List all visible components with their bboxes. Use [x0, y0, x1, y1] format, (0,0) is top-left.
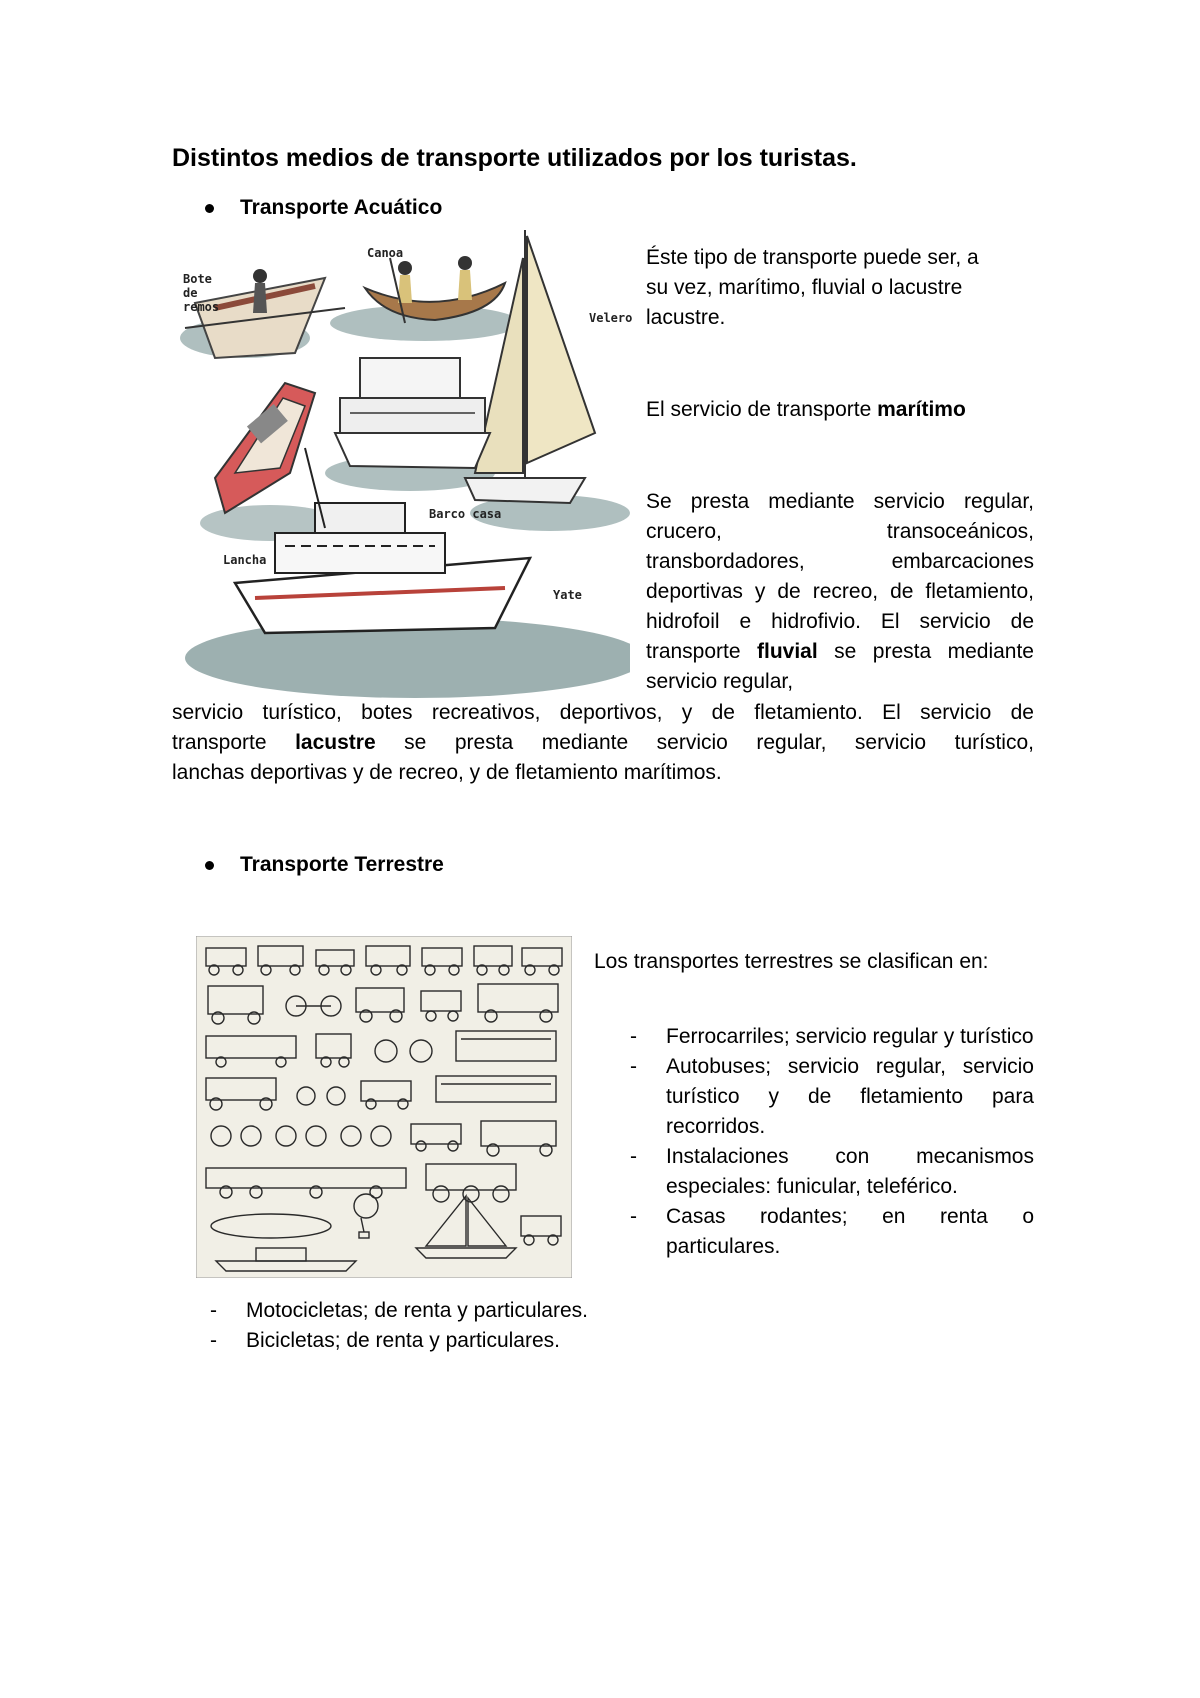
full-line: lanchas deportivas y de recreo, y de fletamiento marítimos. [172, 761, 722, 784]
intro-line: lacustre. [646, 306, 726, 329]
maritimo-bold: marítimo [877, 398, 966, 421]
list-item: - Instalaciones con mecanismos especiales: funicular, teleférico. [630, 1142, 1034, 1202]
servicio-end: se presta mediante servicio regular, [646, 640, 1034, 693]
section-heading-acuatico [205, 196, 442, 220]
list-item: - Ferrocarriles; servicio regular y turístico [630, 1022, 1034, 1052]
heading-text: Transporte Acuático [240, 196, 443, 219]
list-item: - Casas rodantes; en renta o particulares. [630, 1202, 1034, 1262]
servicio-paragraph [646, 487, 1034, 697]
boats-illustration [175, 228, 633, 698]
intro-line: Éste tipo de transporte puede ser, a [646, 246, 979, 269]
label-barco-casa: Barco casa [429, 507, 502, 521]
bullet-icon [205, 204, 214, 213]
list-item: - Autobuses; servicio regular, servicio turístico y de fletamiento para recorridos. [630, 1052, 1034, 1142]
terrestre-list-full [210, 1296, 1010, 1356]
heading-text: Transporte Terrestre [240, 853, 444, 876]
full-line2-suffix: se presta mediante servicio regular, servicio turístico, [404, 731, 1034, 754]
label-bote: Bote de remos [183, 272, 220, 314]
lacustre-bold: lacustre [295, 731, 376, 754]
label-velero: Velero [589, 311, 633, 325]
fluvial-bold: fluvial [757, 640, 818, 663]
label-canoa: Canoa [367, 246, 404, 260]
full-line2-prefix: transporte [172, 731, 267, 754]
terrestre-list-right [630, 1022, 1034, 1262]
list-item: - Bicicletas; de renta y particulares. [210, 1326, 1010, 1356]
intro-line: su vez, marítimo, fluvial o lacustre [646, 276, 963, 299]
section-heading-terrestre [205, 853, 444, 877]
maritimo-line [646, 395, 1046, 425]
label-yate: Yate [553, 588, 582, 602]
intro-paragraph [646, 243, 1034, 333]
list-item: - Motocicletas; de renta y particulares. [210, 1296, 1010, 1326]
maritimo-prefix: El servicio de transporte [646, 398, 872, 421]
vehicles-illustration [196, 936, 572, 1278]
full-line [172, 728, 1034, 758]
page-title: Distintos medios de transporte utilizados por los turistas. [172, 144, 857, 172]
full-width-paragraph [172, 698, 1034, 788]
label-lancha: Lancha [223, 553, 267, 567]
full-line: servicio turístico, botes recreativos, deportivos, y de fletamiento. El servicio de [172, 701, 1034, 724]
servicio-text: Se presta mediante servicio regular, crucero, transoceánicos, transbordadores, embarcaciones deportivas y de recreo, de fletamiento, hidrofoil e hidrofivio. El servicio de transporte [646, 490, 1034, 663]
terrestre-intro: Los transportes terrestres se clasifican en: [594, 950, 989, 973]
bullet-icon [205, 861, 214, 870]
